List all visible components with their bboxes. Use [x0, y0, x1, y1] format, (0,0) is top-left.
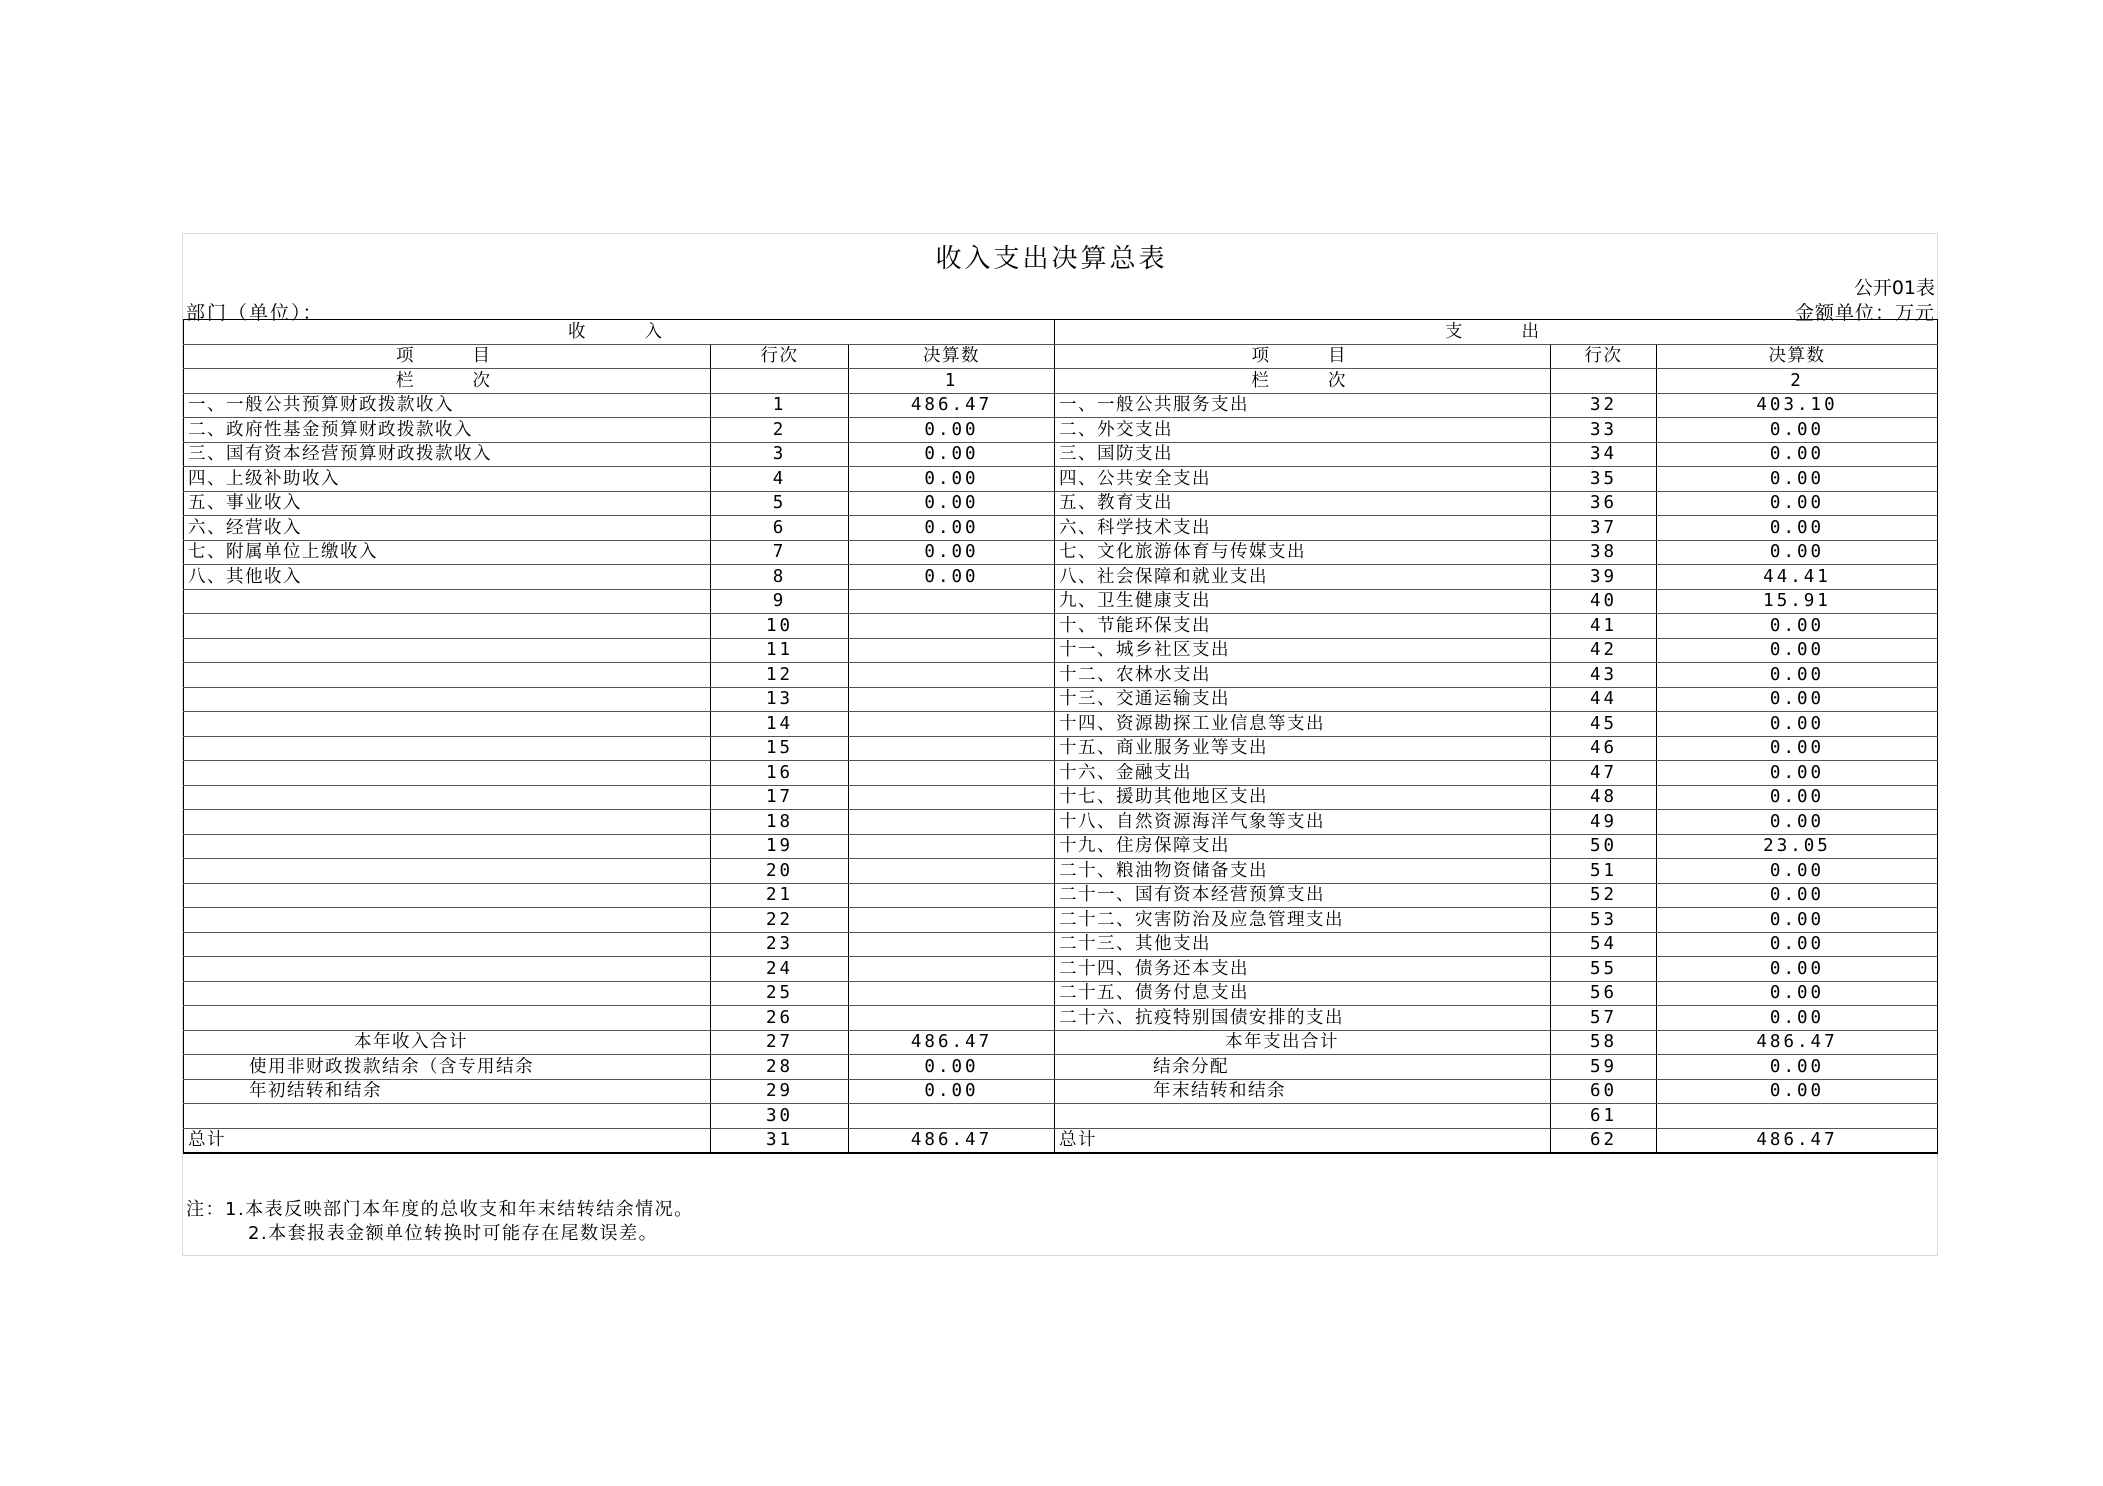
table-row: [184, 418, 1938, 443]
income-amount: 0.00: [849, 565, 1055, 590]
income-amount: [849, 908, 1055, 933]
table-row: [184, 810, 1938, 835]
income-amount: 0.00: [849, 516, 1055, 541]
expense-amount: 0.00: [1657, 540, 1938, 565]
income-item: [184, 761, 711, 786]
income-item: [184, 614, 711, 639]
column-header-row: [184, 344, 1938, 369]
income-row-no: 13: [711, 687, 849, 712]
income-amount: [849, 932, 1055, 957]
income-amount: 486.47: [849, 1030, 1055, 1055]
income-row-no: 23: [711, 932, 849, 957]
table-row: [184, 614, 1938, 639]
expense-item: 十九、住房保障支出: [1055, 834, 1551, 859]
income-item: 八、其他收入: [184, 565, 711, 590]
expense-amount: 0.00: [1657, 908, 1938, 933]
income-amount: [849, 859, 1055, 884]
expense-amount: 0.00: [1657, 516, 1938, 541]
expense-row-no: 58: [1551, 1030, 1657, 1055]
table-row: [184, 467, 1938, 492]
expense-item: 十五、商业服务业等支出: [1055, 736, 1551, 761]
income-item: [184, 957, 711, 982]
expense-row-no: 39: [1551, 565, 1657, 590]
expense-row-no: 45: [1551, 712, 1657, 737]
expense-item: 九、卫生健康支出: [1055, 589, 1551, 614]
income-amount: [849, 957, 1055, 982]
expense-amount: 0.00: [1657, 736, 1938, 761]
expense-row-no: 52: [1551, 883, 1657, 908]
table-row: [184, 540, 1938, 565]
income-row-no: 7: [711, 540, 849, 565]
income-row-no: 11: [711, 638, 849, 663]
income-row-no: 16: [711, 761, 849, 786]
table-row: [184, 785, 1938, 810]
expense-row-no: 62: [1551, 1128, 1657, 1153]
income-row-no: 17: [711, 785, 849, 810]
expense-amount: 44.41: [1657, 565, 1938, 590]
expense-item: 总计: [1055, 1128, 1551, 1153]
income-item: 四、上级补助收入: [184, 467, 711, 492]
expense-row-no: 59: [1551, 1055, 1657, 1080]
expense-item: 十二、农林水支出: [1055, 663, 1551, 688]
income-item: 一、一般公共预算财政拨款收入: [184, 393, 711, 418]
table-row: [184, 491, 1938, 516]
income-amount: 0.00: [849, 442, 1055, 467]
table-row: [184, 565, 1938, 590]
department-label: 部门（单位）：: [186, 302, 324, 324]
table-row: [184, 589, 1938, 614]
expense-item: [1055, 1104, 1551, 1129]
expense-row-no: 36: [1551, 491, 1657, 516]
income-amount: [849, 589, 1055, 614]
expense-amount: 0.00: [1657, 491, 1938, 516]
expense-amount: 15.91: [1657, 589, 1938, 614]
table-row: [184, 393, 1938, 418]
expense-item: 本年支出合计: [1055, 1030, 1551, 1055]
income-item: [184, 932, 711, 957]
expense-row-no: 41: [1551, 614, 1657, 639]
expense-row-no: 32: [1551, 393, 1657, 418]
income-row-no: 29: [711, 1079, 849, 1104]
income-item: [184, 785, 711, 810]
income-item: [184, 859, 711, 884]
table-row: [184, 687, 1938, 712]
expense-amount: 0.00: [1657, 981, 1938, 1006]
expense-row-no-header: 行次: [1551, 344, 1657, 369]
income-amount: 0.00: [849, 540, 1055, 565]
expense-amount: 0.00: [1657, 467, 1938, 492]
expense-row-no: 51: [1551, 859, 1657, 884]
expense-item: 三、国防支出: [1055, 442, 1551, 467]
expense-amount: 0.00: [1657, 859, 1938, 884]
income-amount: 0.00: [849, 491, 1055, 516]
expense-amount: 0.00: [1657, 785, 1938, 810]
expense-section-header: 支 出: [1055, 320, 1938, 345]
expense-item: 二十六、抗疫特别国债安排的支出: [1055, 1006, 1551, 1031]
income-amount: [849, 712, 1055, 737]
expense-row-no: 46: [1551, 736, 1657, 761]
table-row: [184, 516, 1938, 541]
table-row: [184, 761, 1938, 786]
expense-row-no: 57: [1551, 1006, 1657, 1031]
expense-amount: 0.00: [1657, 810, 1938, 835]
expense-item: 二十四、债务还本支出: [1055, 957, 1551, 982]
expense-amount: 0.00: [1657, 712, 1938, 737]
expense-item: 四、公共安全支出: [1055, 467, 1551, 492]
expense-amount: 0.00: [1657, 957, 1938, 982]
expense-row-no: 48: [1551, 785, 1657, 810]
table-row: [184, 834, 1938, 859]
income-item: 年初结转和结余: [184, 1079, 711, 1104]
income-item: [184, 589, 711, 614]
income-row-no: 12: [711, 663, 849, 688]
expense-item: 十、节能环保支出: [1055, 614, 1551, 639]
expense-column-no: 2: [1657, 369, 1938, 394]
income-amount: [849, 785, 1055, 810]
income-amount: [849, 883, 1055, 908]
expense-item-header: 项 目: [1055, 344, 1551, 369]
expense-row-no: 54: [1551, 932, 1657, 957]
income-row-no: 2: [711, 418, 849, 443]
income-row-no: 28: [711, 1055, 849, 1080]
expense-item: 十六、金融支出: [1055, 761, 1551, 786]
income-item: [184, 834, 711, 859]
expense-row-no: 53: [1551, 908, 1657, 933]
summary-row-total-current-year: [184, 1030, 1938, 1055]
expense-amount: 0.00: [1657, 883, 1938, 908]
expense-row-no: 37: [1551, 516, 1657, 541]
income-row-no: 30: [711, 1104, 849, 1129]
expense-row-no: 38: [1551, 540, 1657, 565]
summary-row-carryover: [184, 1079, 1938, 1104]
table-row: [184, 981, 1938, 1006]
expense-item: 结余分配: [1055, 1055, 1551, 1080]
expense-item: 二十二、灾害防治及应急管理支出: [1055, 908, 1551, 933]
income-row-no: 5: [711, 491, 849, 516]
income-item: 七、附属单位上缴收入: [184, 540, 711, 565]
expense-row-no: 55: [1551, 957, 1657, 982]
form-code: 公开01表: [1853, 277, 1935, 299]
expense-item: 十一、城乡社区支出: [1055, 638, 1551, 663]
income-item: 本年收入合计: [184, 1030, 711, 1055]
income-row-no: 19: [711, 834, 849, 859]
income-item: 三、国有资本经营预算财政拨款收入: [184, 442, 711, 467]
note-line: 注：1.本表反映部门本年度的总收支和年末结转结余情况。: [186, 1199, 694, 1220]
table-row: [184, 736, 1938, 761]
expense-row-no: 44: [1551, 687, 1657, 712]
expense-row-no: 49: [1551, 810, 1657, 835]
income-row-no: 20: [711, 859, 849, 884]
income-column-no-label: 栏 次: [184, 369, 711, 394]
expense-amount: 403.10: [1657, 393, 1938, 418]
income-row-no: 27: [711, 1030, 849, 1055]
expense-row-no: 33: [1551, 418, 1657, 443]
table-row: [184, 442, 1938, 467]
table-row: [184, 712, 1938, 737]
income-item: 使用非财政拨款结余（含专用结余: [184, 1055, 711, 1080]
summary-row-blank: [184, 1104, 1938, 1129]
income-item: [184, 663, 711, 688]
expense-amount: 0.00: [1657, 442, 1938, 467]
income-section-header: 收 入: [184, 320, 1055, 345]
report-title: 收入支出决算总表: [935, 244, 1168, 274]
income-amount: [849, 1006, 1055, 1031]
income-item: 六、经营收入: [184, 516, 711, 541]
expense-row-no: 61: [1551, 1104, 1657, 1129]
expense-amount: 486.47: [1657, 1128, 1938, 1153]
income-amount: 0.00: [849, 1079, 1055, 1104]
expense-item: 二十五、债务付息支出: [1055, 981, 1551, 1006]
expense-row-no: 50: [1551, 834, 1657, 859]
expense-amount: 0.00: [1657, 1006, 1938, 1031]
section-header-row: [184, 320, 1938, 345]
income-amount: [849, 736, 1055, 761]
income-item: [184, 712, 711, 737]
summary-row-grand-total: [184, 1128, 1938, 1153]
expense-item: 二十、粮油物资储备支出: [1055, 859, 1551, 884]
income-item-header: 项 目: [184, 344, 711, 369]
table-row: [184, 908, 1938, 933]
expense-item: 二、外交支出: [1055, 418, 1551, 443]
expense-row-no: 35: [1551, 467, 1657, 492]
expense-amount: [1657, 1104, 1938, 1129]
amount-unit-label: 金额单位：万元: [1794, 302, 1935, 324]
income-row-no: 18: [711, 810, 849, 835]
income-row-no: 25: [711, 981, 849, 1006]
expense-item: 二十一、国有资本经营预算支出: [1055, 883, 1551, 908]
income-item: [184, 981, 711, 1006]
expense-row-no: 34: [1551, 442, 1657, 467]
notes: [186, 1198, 694, 1246]
income-row-no: 6: [711, 516, 849, 541]
expense-amount: 0.00: [1657, 1079, 1938, 1104]
income-item: [184, 883, 711, 908]
income-item: [184, 1104, 711, 1129]
expense-row-no: 47: [1551, 761, 1657, 786]
income-item: [184, 908, 711, 933]
income-amount: [849, 638, 1055, 663]
expense-item: 八、社会保障和就业支出: [1055, 565, 1551, 590]
column-number-row: [184, 369, 1938, 394]
income-amount: [849, 1104, 1055, 1129]
income-amount: 0.00: [849, 1055, 1055, 1080]
expense-item: 五、教育支出: [1055, 491, 1551, 516]
table-row: [184, 663, 1938, 688]
expense-row-no: 43: [1551, 663, 1657, 688]
expense-amount: 0.00: [1657, 761, 1938, 786]
expense-row-no: 56: [1551, 981, 1657, 1006]
expense-amount: 23.05: [1657, 834, 1938, 859]
income-row-no: 31: [711, 1128, 849, 1153]
empty-cell: [1551, 369, 1657, 394]
note-line: 2.本套报表金额单位转换时可能存在尾数误差。: [248, 1223, 659, 1244]
expense-item: 年末结转和结余: [1055, 1079, 1551, 1104]
income-amount: 486.47: [849, 1128, 1055, 1153]
income-row-no: 15: [711, 736, 849, 761]
income-row-no: 21: [711, 883, 849, 908]
income-item: 五、事业收入: [184, 491, 711, 516]
expense-amount: 0.00: [1657, 663, 1938, 688]
expense-amount-header: 决算数: [1657, 344, 1938, 369]
income-amount: 0.00: [849, 418, 1055, 443]
table-row: [184, 1006, 1938, 1031]
income-item: 总计: [184, 1128, 711, 1153]
summary-row-balance-use: [184, 1055, 1938, 1080]
income-amount: [849, 810, 1055, 835]
expense-amount: 0.00: [1657, 638, 1938, 663]
table-row: [184, 957, 1938, 982]
income-row-no: 14: [711, 712, 849, 737]
expense-amount: 0.00: [1657, 932, 1938, 957]
expense-item: 十七、援助其他地区支出: [1055, 785, 1551, 810]
expense-column-no-label: 栏 次: [1055, 369, 1551, 394]
income-row-no-header: 行次: [711, 344, 849, 369]
income-row-no: 9: [711, 589, 849, 614]
income-row-no: 3: [711, 442, 849, 467]
income-amount: 0.00: [849, 467, 1055, 492]
income-row-no: 22: [711, 908, 849, 933]
table-row: [184, 932, 1938, 957]
income-amount: [849, 981, 1055, 1006]
expense-row-no: 40: [1551, 589, 1657, 614]
income-row-no: 4: [711, 467, 849, 492]
expense-item: 二十三、其他支出: [1055, 932, 1551, 957]
expense-row-no: 60: [1551, 1079, 1657, 1104]
expense-amount: 0.00: [1657, 418, 1938, 443]
expense-item: 一、一般公共服务支出: [1055, 393, 1551, 418]
expense-amount: 0.00: [1657, 687, 1938, 712]
income-row-no: 24: [711, 957, 849, 982]
empty-cell: [711, 369, 849, 394]
income-amount: [849, 614, 1055, 639]
income-item: [184, 638, 711, 663]
expense-item: 十八、自然资源海洋气象等支出: [1055, 810, 1551, 835]
income-expense-table: [183, 319, 1938, 1154]
expense-item: 七、文化旅游体育与传媒支出: [1055, 540, 1551, 565]
income-item: [184, 810, 711, 835]
income-amount-header: 决算数: [849, 344, 1055, 369]
table-row: [184, 859, 1938, 884]
table-row: [184, 638, 1938, 663]
expense-item: 十三、交通运输支出: [1055, 687, 1551, 712]
income-row-no: 8: [711, 565, 849, 590]
table-row: [184, 883, 1938, 908]
expense-amount: 0.00: [1657, 614, 1938, 639]
expense-amount: 486.47: [1657, 1030, 1938, 1055]
income-item: [184, 736, 711, 761]
expense-item: 六、科学技术支出: [1055, 516, 1551, 541]
income-amount: [849, 687, 1055, 712]
expense-amount: 0.00: [1657, 1055, 1938, 1080]
income-amount: [849, 834, 1055, 859]
income-column-no: 1: [849, 369, 1055, 394]
expense-item: 十四、资源勘探工业信息等支出: [1055, 712, 1551, 737]
income-amount: [849, 761, 1055, 786]
income-item: [184, 687, 711, 712]
income-row-no: 1: [711, 393, 849, 418]
income-row-no: 10: [711, 614, 849, 639]
income-amount: 486.47: [849, 393, 1055, 418]
income-row-no: 26: [711, 1006, 849, 1031]
expense-row-no: 42: [1551, 638, 1657, 663]
income-item: [184, 1006, 711, 1031]
income-item: 二、政府性基金预算财政拨款收入: [184, 418, 711, 443]
income-amount: [849, 663, 1055, 688]
